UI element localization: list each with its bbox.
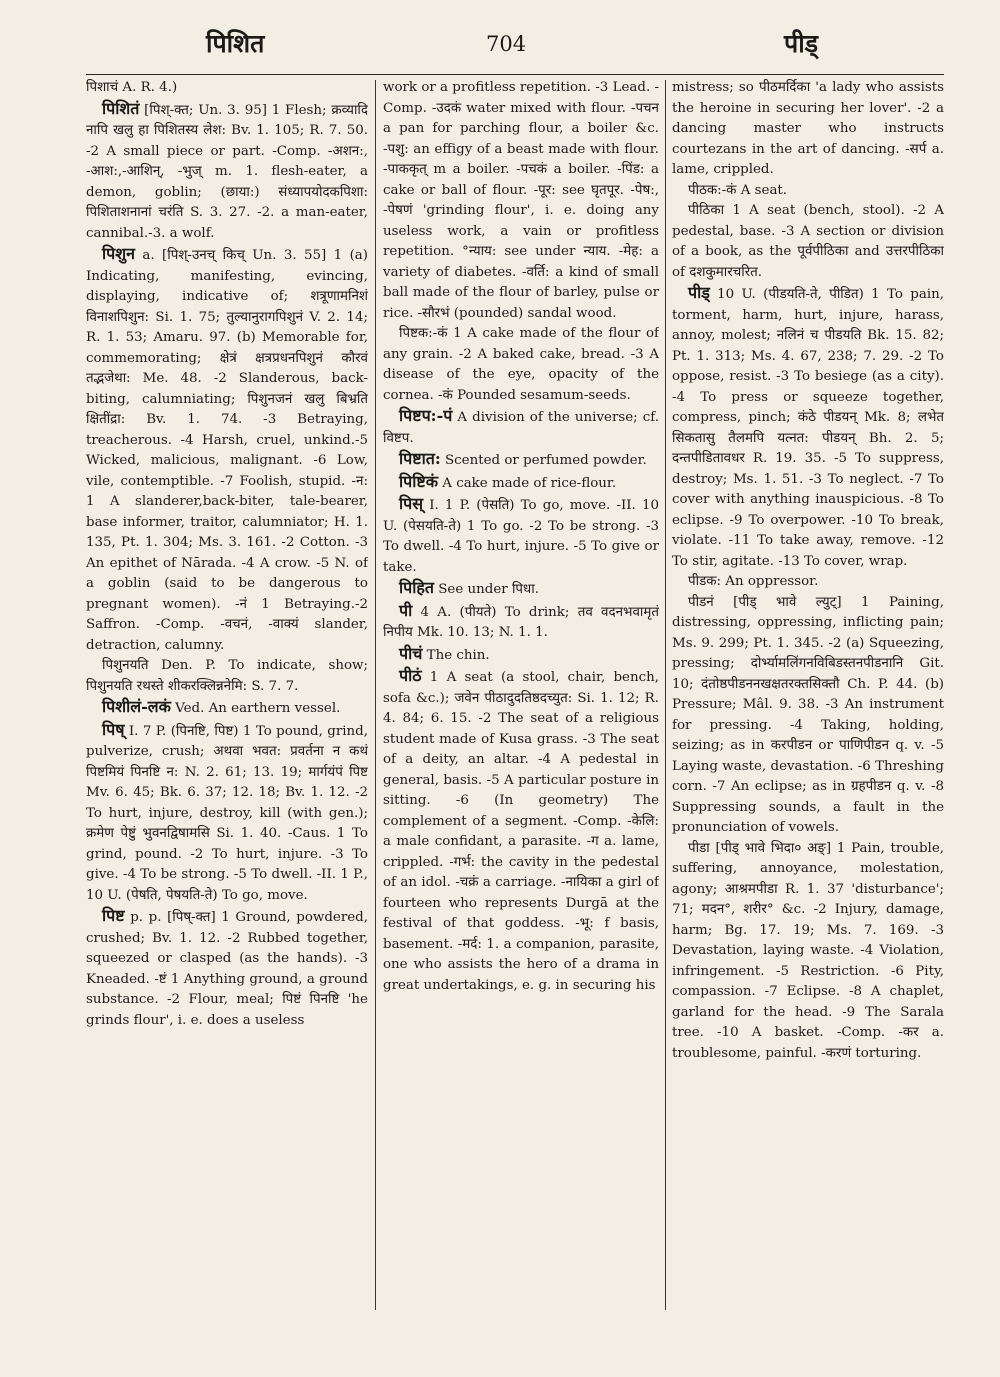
- column-divider-2: [665, 80, 666, 1310]
- entry-headword: पिष्टिकं: [399, 471, 439, 491]
- dictionary-entry: [383, 449, 659, 472]
- dictionary-entry: [672, 78, 944, 181]
- column-2: [383, 78, 659, 1328]
- entry-text: Ved. An earthern vessel.: [170, 701, 341, 716]
- page-number: 704: [486, 32, 527, 56]
- column-3: [672, 78, 944, 1328]
- column-1: [86, 78, 368, 1328]
- entry-text: Scented or perfumed powder.: [440, 453, 647, 468]
- entry-headword: पिष्: [102, 719, 125, 739]
- entry-text: A cake made of rice-flour.: [438, 475, 617, 491]
- column-divider-1: [375, 80, 376, 1310]
- dictionary-entry: [86, 99, 368, 245]
- entry-text: पीडक: An oppressor.: [688, 574, 819, 589]
- entry-text: See under पिधा.: [434, 582, 539, 597]
- dictionary-entry: [672, 572, 944, 593]
- header-right-guide-word: पीड्: [784, 29, 819, 58]
- dictionary-entry: [383, 406, 659, 449]
- entry-text: a. [पिश्-उनच् किच् Un. 3. 55] 1 (a) Indicating, manifesting, evincing, displaying, indicative of; शत्रूणामनिशं विनाशपिशुन: Si. 1. 75; तुल्यानुरागपिशुनं V. 2. 14; R. 1. 53; Amaru. 97. (b) Memorable for, commemorating; क्षेत्रं क्षत्रप्रधनपिशुनं कौरवं तद्भजेथा: Me. 48. -2 Slanderous, back-biting, calumniating; पिशुनजनं खलु बिभ्रति क्षितींद्रा: Bv. 1. 74. -3 Betraying, treacherous. -4 Harsh, cruel, unkind.-5 Wicked, malicious, malignant. -6 Low, vile, contemptible. -7 Foolish, stupid. -न: 1 A slanderer,back-biter, tale-bearer, base informer, traitor, calumniator; H. 1. 135, Pt. 1. 304; Ms. 3. 161. -2 Cotton. -3 An epithet of Nārada. -4 A crow. -5 N. of a goblin (said to be dangerous to pregnant women). -नं 1 Betraying.-2 Saffron. -Comp. -वचनं, -वाक्यं slander, detraction, calumny.: [86, 248, 368, 653]
- entry-headword: पिशुन: [102, 244, 135, 263]
- entry-text: पिशाचं A. R. 4.): [86, 80, 178, 95]
- dictionary-entry: [86, 906, 368, 1031]
- entry-text: पीडा [पीड् भावे भिदा० अङ्] 1 Pain, trouble, suffering, annoyance, molestation, agony; आश्रमपीडा R. 1. 37 'disturbance'; 71; मदन°, शरीर° &c. -2 Injury, damage, harm; Bg. 17. 19; Ms. 7. 169. -3 Devastation, laying waste. -4 Violation, infringement. -5 Restriction. -6 Pity, compassion. -7 Eclipse. -8 A chaplet, garland for the head. -9 The Sarala tree. -10 A basket. -Comp. -कर a. troublesome, painful. -करणं torturing.: [672, 840, 944, 1061]
- entry-text: [पिश्-क्त; Un. 3. 95] 1 Flesh; क्रव्यादि नापि खलु हा पिशितस्य लेश: Bv. 1. 105; R. 7. 50. -2 A small piece or part. -Comp. -अशन:, -आश:,-आशिन्, -भुज् m. 1. flesh-eater, a demon, goblin; (छाया:) संध्यापयोदकपिशा: पिशिताशनानां चरंति S. 3. 27. -2. a man-eater, cannibal.-3. a wolf.: [86, 102, 368, 241]
- entry-text: p. p. [पिष्-क्त] 1 Ground, powdered, crushed; Bv. 1. 12. -2 Rubbed together, squeezed or clasped (as the hands). -3 Kneaded. -ष्टं 1 Anything ground, a ground substance. -2 Flour, meal; पिष्टं पिनष्टि 'he grinds flour', i. e. does a useless: [86, 910, 368, 1028]
- entry-headword: पिष्टात:: [399, 449, 441, 468]
- dictionary-entry: [383, 324, 659, 406]
- entry-text: 4 A. (पीयते) To drink; तव वदनभवामृतं निपीय Mk. 10. 13; N. 1. 1.: [383, 604, 659, 640]
- dictionary-entry: [672, 593, 944, 839]
- entry-text: 10 U. (पीडयति-ते, पीडित) 1 To pain, torment, harm, hurt, injure, harass, annoy, molest; नलिनं च पीडयति Bk. 15. 82; Pt. 1. 313; Ms. 4. 67, 238; 7. 29. -2 To oppose, resist. -3 To besiege (as a city). -4 To press or squeeze together, compress, pinch; कंठे पीडयन् Mk. 8; लभेत सिकतासु तैलमपि यत्नत: पीडयन् Bh. 2. 5; दन्तपीडितावधर R. 19. 35. -5 To suppress, destroy; Ms. 1. 51. -3 To neglect. -7 To cover with anything inauspicious. -8 To eclipse. -9 To overpower. -10 To break, violate. -11 To take away, remove. -12 To stir, agitate. -13 To cover, wrap.: [672, 287, 944, 569]
- dictionary-entry: [383, 601, 659, 644]
- dictionary-entry: [86, 720, 368, 907]
- entry-text: पीठक:-कं A seat.: [688, 182, 788, 198]
- dictionary-entry: [383, 644, 659, 667]
- entry-text: I. 7 P. (पिनष्टि, पिष्ट) 1 To pound, grind, pulverize, crush; अथवा भवत: प्रवर्तना न कथं पिष्टमियं पिनष्टि न: N. 2. 61; 13. 19; मार्गयंपं पिष्ट Mv. 6. 45; Bk. 6. 37; 12. 18; Bv. 1. 12. -2 To hurt, injure, destroy, kill (with gen.); क्रमेण पेष्टुं भुवनद्विषामसि Si. 1. 40. -Caus. 1 To grind, pound. -2 To hurt, injure. -3 To give. -4 To be strong. -5 To dwell. -II. 1 P., 10 U. (पेषति, पेषयति-ते) To go, move.: [86, 723, 368, 903]
- entry-headword: पीड्: [688, 283, 710, 302]
- dictionary-entry: [86, 244, 368, 656]
- header-left-guide-word: पिशित: [206, 29, 265, 58]
- dictionary-entry: [383, 578, 659, 601]
- entry-text: पीडनं [पीड् भावे ल्युट्] 1 Paining, distressing, oppressing, inflicting pain; Ms. 9. 299; Pt. 1. 345. -2 (a) Squeezing, pressing; दोर्भ्यामलिंगनविबिडस्तनपीडनानि Git. 10; दंतोष्ठपीडननखक्षतरक्तसिक्तौ Ch. P. 44. (b) Pressure; Mâl. 9. 38. -3 An instrument for pressing. -4 Taking, holding, seizing; as in करपीडन or पाणिपीडन q. v. -5 Laying waste, devastation. -6 Threshing corn. -7 An eclipse; as in ग्रहपीडन q. v. -8 Suppressing sounds, a fault in the pronunciation of vowels.: [672, 594, 944, 835]
- entry-headword: पिहित: [399, 578, 434, 597]
- header-rule: [86, 74, 944, 75]
- dictionary-entry: [672, 181, 944, 202]
- entry-headword: पिस्: [399, 494, 424, 513]
- entry-headword: पिशीलं-लकं: [102, 697, 171, 716]
- entry-text: mistress; so पीठमर्दिका 'a lady who assists the heroine in securing her lover'. -2 a dancing master who instructs courtezans in the art of dancing. -सर्प a. lame, crippled.: [672, 80, 944, 177]
- dictionary-entry: [672, 201, 944, 283]
- entry-headword: पिष्टप:-पं: [399, 406, 453, 425]
- entry-text: I. 1 P. (पेसति) To go, move. -II. 10 U. (पेसयति-ते) 1 To go. -2 To be strong. -3 To dwell. -4 To hurt, injure. -5 To give or take.: [383, 498, 659, 575]
- dictionary-entry: [86, 78, 368, 99]
- entry-headword: पीठं: [399, 666, 422, 685]
- entry-headword: पी: [399, 600, 413, 620]
- entry-text: पिशुनयति Den. P. To indicate, show; पिशुनयति रथस्ते शीकरक्लिन्ननेमि: S. 7. 7.: [86, 658, 368, 694]
- dictionary-entry: [672, 839, 944, 1065]
- dictionary-entry: [86, 697, 368, 720]
- dictionary-entry: [383, 666, 659, 996]
- entry-headword: पिष्ट: [102, 906, 125, 925]
- entry-text: A division of the universe; cf. विष्टप.: [383, 410, 659, 446]
- dictionary-entry: [383, 78, 659, 324]
- entry-headword: पीचं: [399, 643, 423, 663]
- entry-text: The chin.: [422, 647, 490, 663]
- dictionary-entry: [383, 494, 659, 578]
- entry-headword: पिशितं: [102, 98, 140, 118]
- page-header: [78, 22, 948, 66]
- entry-text: work or a profitless repetition. -3 Lead. -Comp. -उदकं water mixed with flour. -पचन a pan for parching flour, a boiler &c. -पशु: an effigy of a beast made with flour. -पाककृत् m a boiler. -पचकं a boiler. -पिंड: a cake or ball of flour. -पूर: see घृतपूर. -पेष:, -पेषणं 'grinding flour', i. e. doing any useless work, a vain or profitless repetition. °न्याय: see under न्याय. -मेह: a variety of diabetes. -वर्ति: a kind of small ball made of the flour of barley, pulse or rice. -सौरभं (pounded) sandal wood.: [383, 80, 659, 321]
- dictionary-entry: [86, 656, 368, 697]
- dictionary-entry: [383, 472, 659, 495]
- entry-text: 1 A seat (a stool, chair, bench, sofa &c.); जवेन पीठादुदतिष्ठदच्युत: Si. 1. 12; R. 4. 84; 6. 15. -2 The seat of a religious student made of Kusa grass. -3 The seat of a deity, an altar. -4 A pedestal in general, basis. -5 A particular posture in sitting. -6 (In geometry) The complement of a segment. -Comp. -केलि: a male confidant, a parasite. -ग a. lame, crippled. -गर्भ: the cavity in the pedestal of an idol. -चक्रं a carriage. -नायिका a girl of fourteen who represents Durgā at the festival of that goddess. -भू: f basis, basement. -मर्द: 1. a companion, parasite, one who assists the hero of a drama in great undertakings, e. g. in securing his: [383, 670, 659, 993]
- entry-text: पीठिका 1 A seat (bench, stool). -2 A pedestal, base. -3 A section or division of a book, as the पूर्वपीठिका and उत्तरपीठिका of दशकुमारचरित.: [672, 203, 944, 280]
- entry-text: पिष्टक:-कं 1 A cake made of the flour of any grain. -2 A baked cake, bread. -3 A disease of the eye, opacity of the cornea. -कं Pounded sesamum-seeds.: [383, 326, 659, 403]
- dictionary-entry: [672, 283, 944, 572]
